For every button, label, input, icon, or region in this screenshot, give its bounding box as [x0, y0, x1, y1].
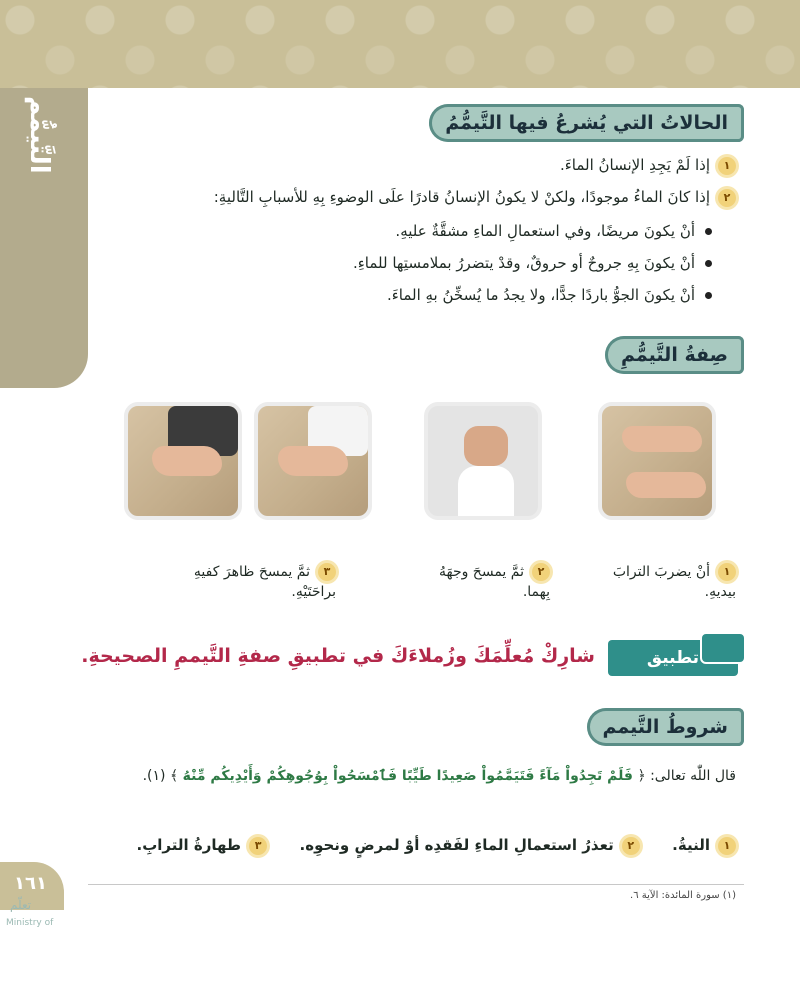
- verse-open-bracket: ﴿: [637, 768, 646, 784]
- step-caption-line2: براحَتَيْهِ.: [291, 584, 336, 600]
- footnote: (١) سورة المائدة: الآية ٦.: [630, 890, 736, 901]
- brand-logo-text: تعلّم: [10, 898, 32, 912]
- list-item-text: إذا كانَ الماءُ موجودًا، ولكنْ لا يكونُ الإنسانُ قادرًا علَى الوضوءِ بِهِ للأسبابِ التَّاليةِ:: [213, 188, 710, 206]
- number-badge: ١: [718, 563, 736, 581]
- hand-shape: [622, 426, 702, 452]
- number-badge: ٣: [318, 563, 336, 581]
- bullet-text: أنْ يكونَ بِهِ جروحٌ أو حروقٌ، وقدْ يتضررُ بملامستِها للماءِ.: [352, 254, 695, 272]
- number-badge: ٢: [622, 837, 640, 855]
- condition-text: تعذرُ استعمالِ الماءِ لفَقدِه أوْ لمرضٍ ونحوِه.: [299, 836, 614, 854]
- step-caption-line2: بيديهِ.: [704, 584, 736, 600]
- bullet-text: أنْ يكونَ الجوُّ باردًا جدًّا، ولا يجدُ ما يُسخِّنُ بهِ الماءَ.: [386, 286, 695, 304]
- step-caption-line1: ثمَّ يمسحَ ظاهرَ كفيهِ: [193, 564, 310, 580]
- apply-label: تطبيق: [608, 640, 738, 676]
- condition-text: النيةُ.: [672, 836, 710, 854]
- bullet-text: أنْ يكونَ مريضًا، وفي استعمالِ الماءِ مشقَّةٌ عليهِ.: [395, 222, 695, 240]
- step-caption-line1: ثمَّ يمسحَ وجهَهُ: [438, 564, 524, 580]
- list-item-text: إذا لَمْ يَجِدِ الإنسانُ الماءَ.: [559, 156, 710, 174]
- photo-wiping-hand-right: [254, 402, 372, 520]
- bullet-dot: [705, 292, 712, 299]
- brand-logo-latin: Ministry of: [6, 918, 54, 928]
- quran-verse: فَلَمْ تَجِدُواْ مَآءً فَتَيَمَّمُواْ صَعِيدًا طَيِّبًا فَٱمْسَحُواْ بِوُجُوهِكُمْ وَأَيْدِيكُم مِّنْهُ: [182, 768, 633, 784]
- number-badge: ١: [718, 837, 736, 855]
- garment-shape: [458, 466, 514, 520]
- verse-line: [143, 768, 736, 784]
- hand-shape: [626, 472, 706, 498]
- step-caption: [613, 562, 736, 602]
- photo-wiping-face: [424, 402, 542, 520]
- chapter-title: التَّيمُّم: [24, 96, 54, 174]
- photo-hands-on-sand: [598, 402, 716, 520]
- number-badge: ٢: [532, 563, 550, 581]
- apply-instruction: شارِكْ مُعلِّمَكَ وزُملاءَكَ في تطبيقِ صفةِ التَّيممِ الصحيحةِ.: [81, 645, 595, 667]
- section-heading-cases: الحالاتُ التي يُشرعُ فيها التَّيمُّمُ: [429, 104, 744, 142]
- bullet-item: [353, 254, 712, 272]
- condition-text: طهارةُ الترابِ.: [136, 836, 242, 854]
- hand-shape: [152, 446, 222, 476]
- list-item: [560, 156, 736, 175]
- step-caption-line1: أنْ يضربَ الترابَ: [612, 564, 710, 580]
- speech-bubble-icon: [700, 632, 746, 664]
- hands-on-face-shape: [464, 426, 508, 466]
- number-badge: ٢: [718, 189, 736, 207]
- hand-shape: [278, 446, 348, 476]
- list-item: [214, 188, 736, 207]
- page-number: ١٦١: [14, 873, 47, 894]
- step-caption: [439, 562, 550, 602]
- verse-close-bracket: ﴾: [169, 768, 179, 784]
- bullet-item: [395, 222, 712, 240]
- bullet-item: [387, 286, 712, 304]
- verse-intro: قال اللّٰه تعالى:: [650, 768, 736, 784]
- section-heading-conditions: شروطُ التَّيمم: [587, 708, 744, 746]
- footnote-divider: [88, 884, 744, 885]
- conditions-line: [137, 836, 736, 855]
- step-caption-line2: بِهما.: [522, 584, 550, 600]
- section-heading-description: صِفةُ التَّيمُّمِ: [605, 336, 744, 374]
- bullet-dot: [705, 228, 712, 235]
- number-badge: ١: [718, 157, 736, 175]
- number-badge: ٣: [249, 837, 267, 855]
- photo-wiping-hand-left: [124, 402, 242, 520]
- footnote-ref: (١).: [142, 768, 166, 784]
- bullet-dot: [705, 260, 712, 267]
- step-caption: [194, 562, 336, 602]
